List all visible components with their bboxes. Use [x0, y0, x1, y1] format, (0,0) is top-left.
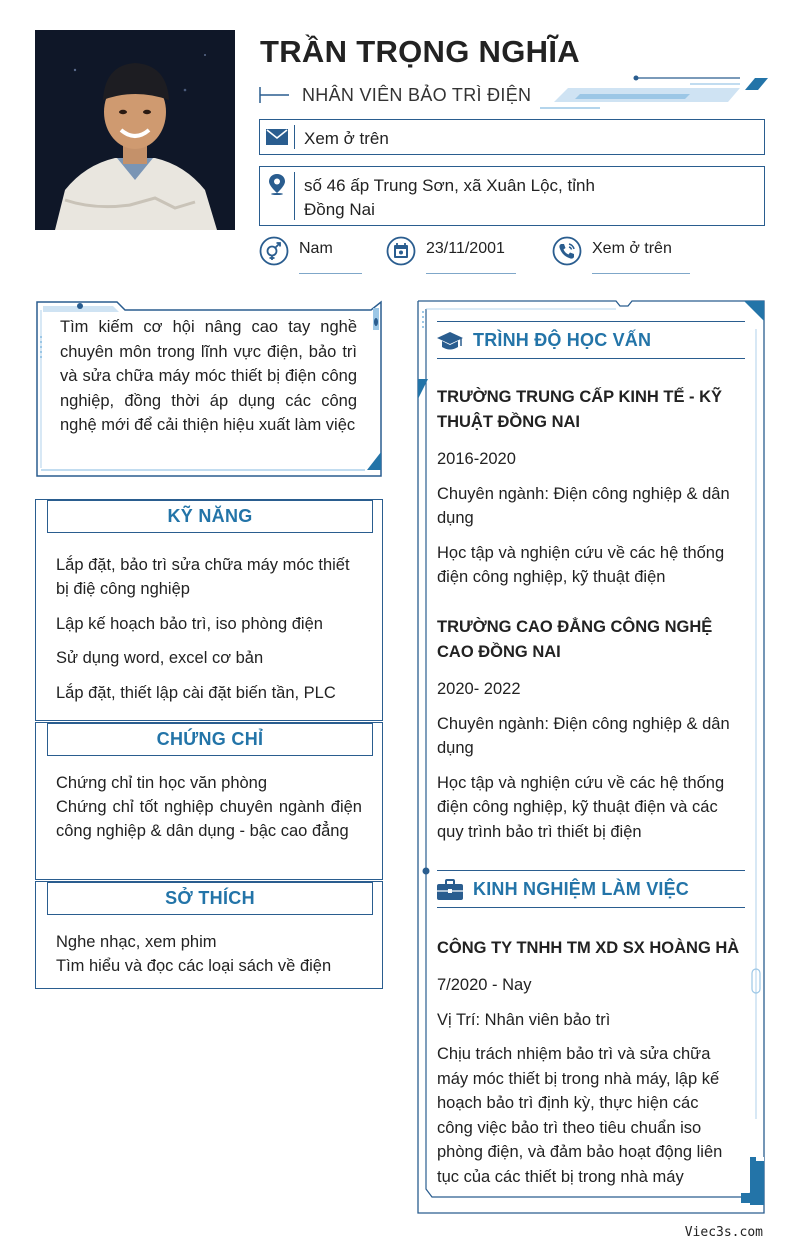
certificates-section: [35, 722, 383, 880]
graduation-cap-icon: [437, 329, 463, 353]
gender-text: Nam: [299, 240, 333, 257]
company-name: CÔNG TY TNHH TM XD SX HOÀNG HÀ: [437, 939, 740, 957]
briefcase-icon: [437, 878, 463, 902]
education-period: 2016-2020: [437, 450, 516, 468]
education-major: Chuyên ngành: Điện công nghiệp & dân dụng: [437, 484, 730, 527]
education-period: 2020- 2022: [437, 680, 521, 698]
experience-period: 7/2020 - Nay: [437, 976, 532, 994]
phone-text: Xem ở trên: [592, 240, 672, 257]
title-line-decoration: [259, 85, 289, 105]
birthday-text: 23/11/2001: [426, 240, 505, 257]
education-description: Học tập và nghiện cứu về các hệ thống điện công nghiệp, kỹ thuật điện: [437, 543, 725, 586]
experience-title: KINH NGHIỆM LÀM VIỆC: [473, 879, 690, 899]
birthday-item: [386, 236, 521, 276]
skills-title: KỸ NĂNG: [47, 500, 373, 533]
list-item: Chứng chỉ tốt nghiệp chuyên ngành điện công nghiệp & dân dụng - bậc cao đẳng: [56, 798, 362, 840]
list-item: Lắp đặt, thiết lập cài đặt biến tần, PLC: [56, 683, 336, 702]
school-name: TRƯỜNG CAO ĐẲNG CÔNG NGHỆ CAO ĐỒNG NAI: [437, 618, 713, 661]
education-entry-1: [437, 385, 745, 600]
experience-description: Chịu trách nhiệm bảo trì và sửa chữa máy móc thiết bị trong nhà máy, lập kế hoạch bảo trì định kỳ, thực hiện các công việc bảo trì theo tiêu chuẩn iso phòng điện, và đảm bảo hoạt động liên tục của các thiết bị trong nhà máy: [437, 1045, 723, 1186]
certificates-list: [56, 771, 362, 843]
email-text: Xem ở trên: [304, 129, 389, 148]
calendar-icon: [386, 236, 416, 266]
address-box: [259, 166, 765, 226]
hobbies-section: [35, 881, 383, 989]
watermark: Viec3s.com: [684, 1225, 763, 1240]
education-title: TRÌNH ĐỘ HỌC VẤN: [473, 330, 652, 350]
profile-photo: [35, 30, 235, 230]
list-item: Sử dụng word, excel cơ bản: [56, 649, 264, 667]
email-box: [259, 119, 765, 155]
gender-item: [259, 236, 369, 276]
objective-card: [35, 300, 383, 478]
objective-text: Tìm kiếm cơ hội nâng cao tay nghề chuyên môn trong lĩnh vực điện, bảo trì và sửa chữa máy móc thiết bị điện công nghiệp, đồng thời áp dụng các công nghệ mới để cải thiện hiệu xuất làm việc: [60, 318, 357, 435]
experience-header: [437, 870, 745, 908]
job-title: NHÂN VIÊN BẢO TRÌ ĐIỆN: [302, 85, 532, 105]
candidate-name: TRẦN TRỌNG NGHĨA: [260, 34, 580, 69]
education-major: Chuyên ngành: Điện công nghiệp & dân dụng: [437, 714, 730, 757]
hobbies-list: [56, 930, 362, 978]
skills-section: [35, 499, 383, 721]
list-item: Chứng chỉ tin học văn phòng: [56, 774, 268, 792]
circuit-decoration: [540, 72, 772, 112]
certificates-title: CHỨNG CHỈ: [47, 723, 373, 756]
list-item: Lắp đặt, bảo trì sửa chữa máy móc thiết bị điệ công nghiệp: [56, 556, 350, 598]
address-text: số 46 ấp Trung Sơn, xã Xuân Lộc, tỉnh Đồng Nai: [304, 176, 595, 219]
phone-icon: [552, 236, 582, 266]
education-entry-2: [437, 615, 745, 854]
education-header: [437, 321, 745, 359]
school-name: TRƯỜNG TRUNG CẤP KINH TẾ - KỸ THUẬT ĐỒNG NAI: [437, 388, 723, 431]
experience-position: Vị Trí: Nhân viên bảo trì: [437, 1010, 611, 1029]
location-pin-icon: [267, 173, 287, 195]
experience-entry-1: [437, 936, 745, 1199]
gender-icon: [259, 236, 289, 266]
skills-list: [56, 553, 362, 715]
list-item: Lập kế hoạch bảo trì, iso phòng điện: [56, 614, 323, 633]
education-description: Học tập và nghiện cứu về các hệ thống điện công nghiệp, kỹ thuật điện và các quy trình bảo trì thiết bị điện: [437, 773, 725, 841]
hobbies-title: SỞ THÍCH: [47, 882, 373, 915]
list-item: Nghe nhạc, xem phim: [56, 933, 217, 951]
envelope-icon: [266, 129, 288, 145]
phone-item: [552, 236, 692, 276]
list-item: Tìm hiểu và đọc các loại sách về điện: [56, 957, 332, 975]
